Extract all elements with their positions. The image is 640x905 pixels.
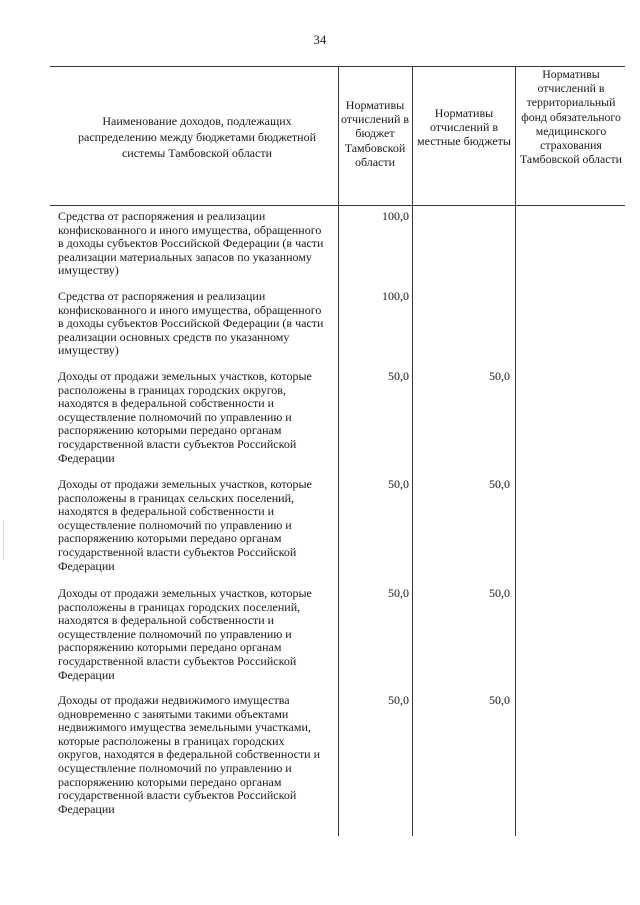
income-name-cell: Средства от распоряжения и реализации конфискованного и иного имущества, обращенного в доходы субъектов Российской Федерации (в части реализации основных средств по указанному имуществу) <box>58 289 324 358</box>
scan-margin-mark <box>3 520 4 560</box>
income-name-cell: Средства от распоряжения и реализации конфискованного и иного имущества, обращенного в доходы субъектов Российской Федерации (в части реализации материальных запасов по указанному имуществу) <box>58 209 324 278</box>
regional-norm-cell: 100,0 <box>382 289 409 303</box>
income-name-cell: Доходы от продажи земельных участков, которые расположены в границах сельских поселений, находятся в федеральной собственности и осуществление полномочий по управлению и распоряжению которыми передано органам государственной власти субъектов Российской Федерации <box>58 477 312 573</box>
income-name-cell: Доходы от продажи земельных участков, которые расположены в границах городских округов, находятся в федеральной собственности и осуществление полномочий по управлению и распоряжению которыми передано органам государственной власти субъектов Российской Федерации <box>58 369 312 465</box>
income-name-cell: Доходы от продажи земельных участков, которые расположены в границах городских поселений, находятся в федеральной собственности и осуществление полномочий по управлению и распоряжению которыми передано органам государственной власти субъектов Российской Федерации <box>58 586 312 682</box>
page-number: 34 <box>313 33 327 47</box>
regional-norm-cell: 50,0 <box>388 693 409 707</box>
header-col-fund: Нормативы отчислений в территориальный фонд обязательного медицинского страхования Тамбовской области <box>520 67 622 167</box>
column-divider-2 <box>412 66 413 836</box>
regional-norm-cell: 50,0 <box>388 369 409 383</box>
regional-norm-cell: 100,0 <box>382 209 409 223</box>
column-divider-1 <box>338 66 339 836</box>
header-col-local: Нормативы отчислений в местные бюджеты <box>417 106 511 149</box>
regional-norm-cell: 50,0 <box>388 477 409 491</box>
local-norm-cell: 50,0 <box>489 369 510 383</box>
column-divider-3 <box>515 66 516 836</box>
local-norm-cell: 50,0 <box>489 586 510 600</box>
local-norm-cell: 50,0 <box>489 693 510 707</box>
header-col-regional: Нормативы отчислений в бюджет Тамбовской области <box>340 98 410 169</box>
header-col-name: Наименование доходов, подлежащих распределению между бюджетами бюджетной системы Тамбовской области <box>78 114 316 160</box>
regional-norm-cell: 50,0 <box>388 586 409 600</box>
income-name-cell: Доходы от продажи недвижимого имущества одновременно с занятыми такими объектами недвижимого имущества земельными участками, которые расположены в границах городских округов, находятся в федеральной собственности и осуществление полномочий по управлению и распоряжению которыми передано органам государственной власти субъектов Российской Федерации <box>58 693 321 816</box>
local-norm-cell: 50,0 <box>489 477 510 491</box>
